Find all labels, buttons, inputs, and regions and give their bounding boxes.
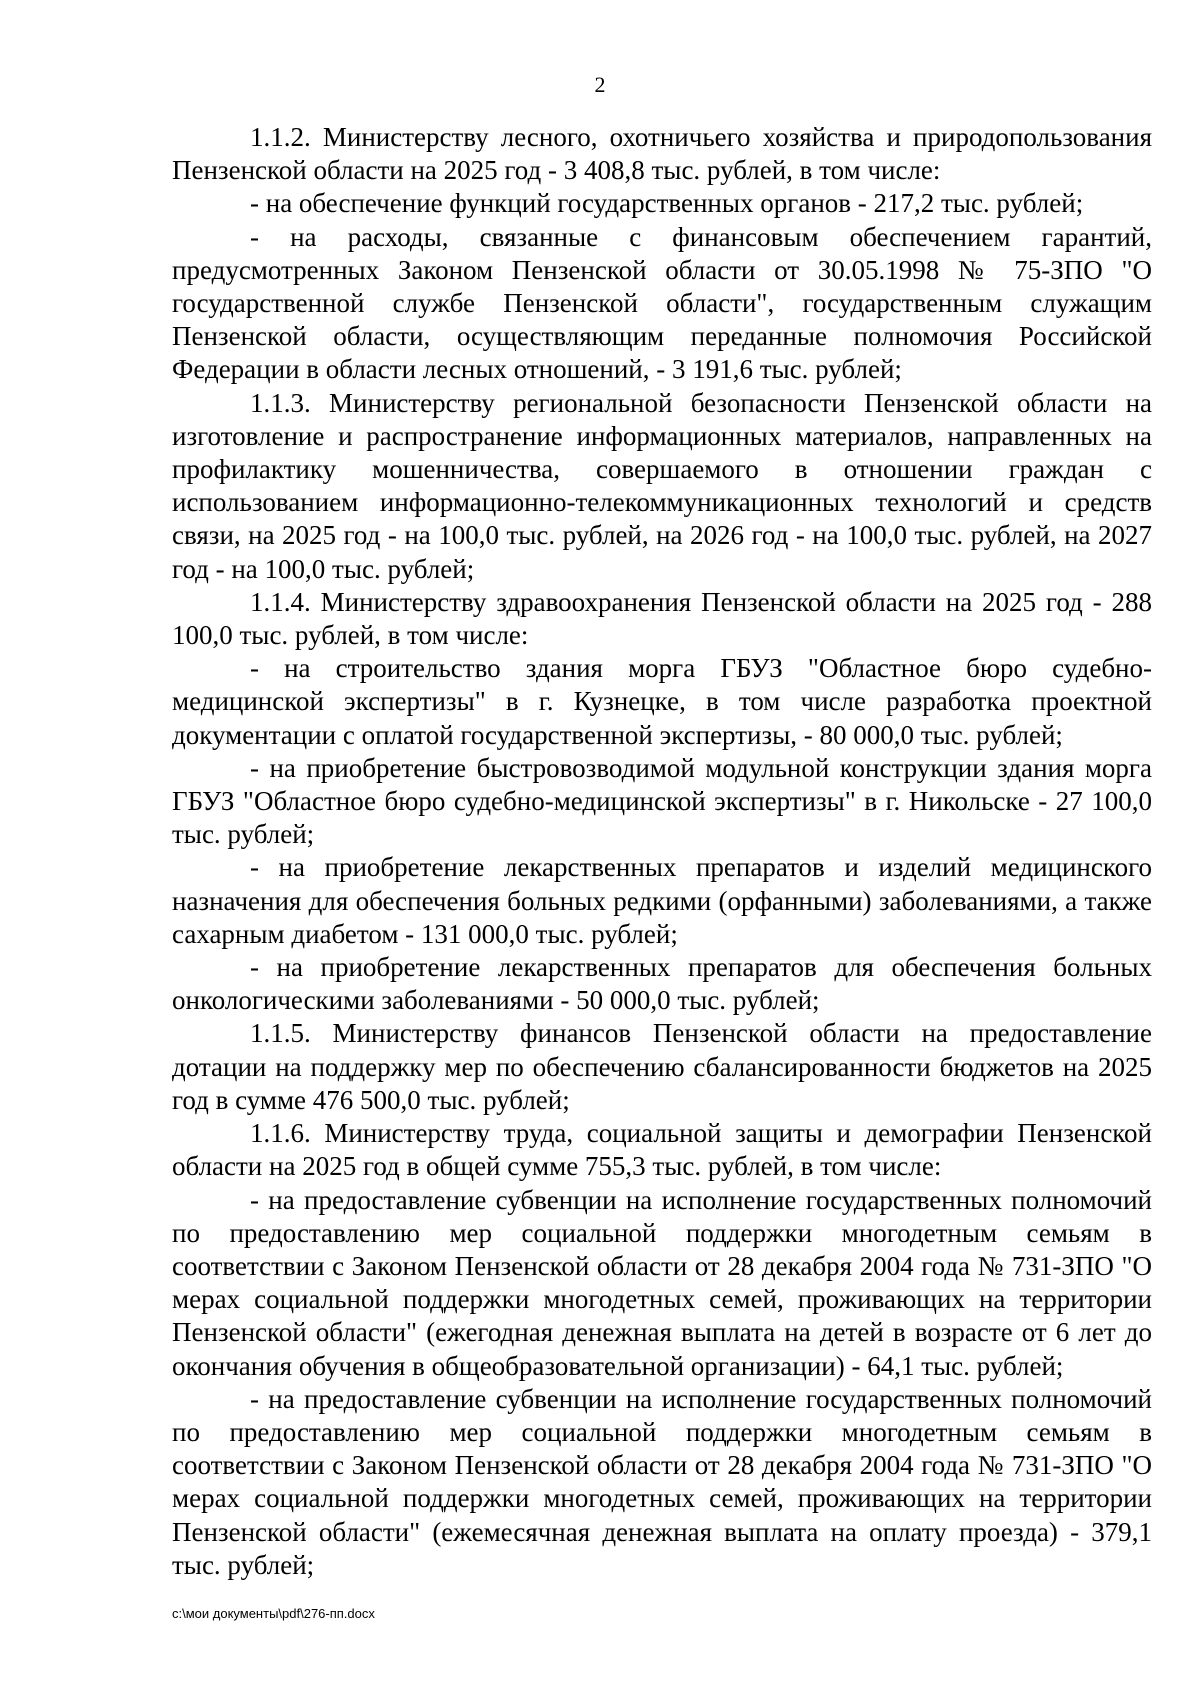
paragraph-item: - на расходы, связанные с финансовым обеспечением гарантий, предусмотренных Законом Пензенской области от 30.05.1998 № 75-ЗПО "О государственной службе Пензенской области", государственным служащим Пензенской области, осуществляющим переданные полномочия Российской Федерации в области лесных отношений, - 3 191,6 тыс. рублей; bbox=[172, 221, 1152, 385]
footer-file-path: c:\мои документы\pdf\276-пп.docx bbox=[172, 1606, 375, 1621]
paragraph-1-1-5: 1.1.5. Министерству финансов Пензенской области на предоставление дотации на поддержку мер по обеспечению сбалансированности бюджетов на 2025 год в сумме 476 500,0 тыс. рублей; bbox=[172, 1018, 1152, 1115]
paragraph-1-1-3: 1.1.3. Министерству региональной безопасности Пензенской области на изготовление и распространение информационных материалов, направленных на профилактику мошенничества, совершаемого в отношении граждан с использованием информационно-телекоммуникационных технологий и средств связи, на 2025 год - на 100,0 тыс. рублей, на 2026 год - на 100,0 тыс. рублей, на 2027 год - на 100,0 тыс. рублей; bbox=[172, 387, 1152, 584]
paragraph-1-1-2: 1.1.2. Министерству лесного, охотничьего хозяйства и природопользования Пензенской области на 2025 год - 3 408,8 тыс. рублей, в том числе: bbox=[172, 122, 1152, 186]
paragraph-item: - на приобретение лекарственных препаратов для обеспечения больных онкологическими заболеваниями - 50 000,0 тыс. рублей; bbox=[172, 952, 1152, 1016]
paragraph-item: - на приобретение лекарственных препаратов и изделий медицинского назначения для обеспечения больных редкими (орфанными) заболеваниями, а также сахарным диабетом - 131 000,0 тыс. рублей; bbox=[172, 852, 1152, 949]
document-body bbox=[172, 121, 1152, 1582]
paragraph-1-1-6: 1.1.6. Министерству труда, социальной защиты и демографии Пензенской области на 2025 год в общей сумме 755,3 тыс. рублей, в том числе: bbox=[172, 1118, 1152, 1182]
paragraph-item: - на строительство здания морга ГБУЗ "Областное бюро судебно-медицинской экспертизы" в г. Кузнецке, в том числе разработка проектной документации с оплатой государственной экспертизы, - 80 000,0 тыс. рублей; bbox=[172, 653, 1152, 750]
paragraph-item: - на предоставление субвенции на исполнение государственных полномочий по предоставлению мер социальной поддержки многодетным семьям в соответствии с Законом Пензенской области от 28 декабря 2004 года № 731-ЗПО "О мерах социальной поддержки многодетных семей, проживающих на территории Пензенской области" (ежемесячная денежная выплата на оплату проезда) - 379,1 тыс. рублей; bbox=[172, 1383, 1152, 1580]
paragraph-1-1-4: 1.1.4. Министерству здравоохранения Пензенской области на 2025 год - 288 100,0 тыс. рублей, в том числе: bbox=[172, 586, 1152, 651]
paragraph-item: - на приобретение быстровозводимой модульной конструкции здания морга ГБУЗ "Областное бюро судебно-медицинской экспертизы" в г. Никольске - 27 100,0 тыс. рублей; bbox=[172, 752, 1152, 850]
page-number: 2 bbox=[594, 72, 606, 97]
paragraph-item: - на предоставление субвенции на исполнение государственных полномочий по предоставлению мер социальной поддержки многодетным семьям в соответствии с Законом Пензенской области от 28 декабря 2004 года № 731-ЗПО "О мерах социальной поддержки многодетных семей, проживающих на территории Пензенской области" (ежегодная денежная выплата на детей в возрасте от 6 лет до окончания обучения в общеобразовательной организации) - 64,1 тыс. рублей; bbox=[172, 1184, 1152, 1381]
paragraph-item: - на обеспечение функций государственных органов - 217,2 тыс. рублей; bbox=[250, 188, 1084, 219]
